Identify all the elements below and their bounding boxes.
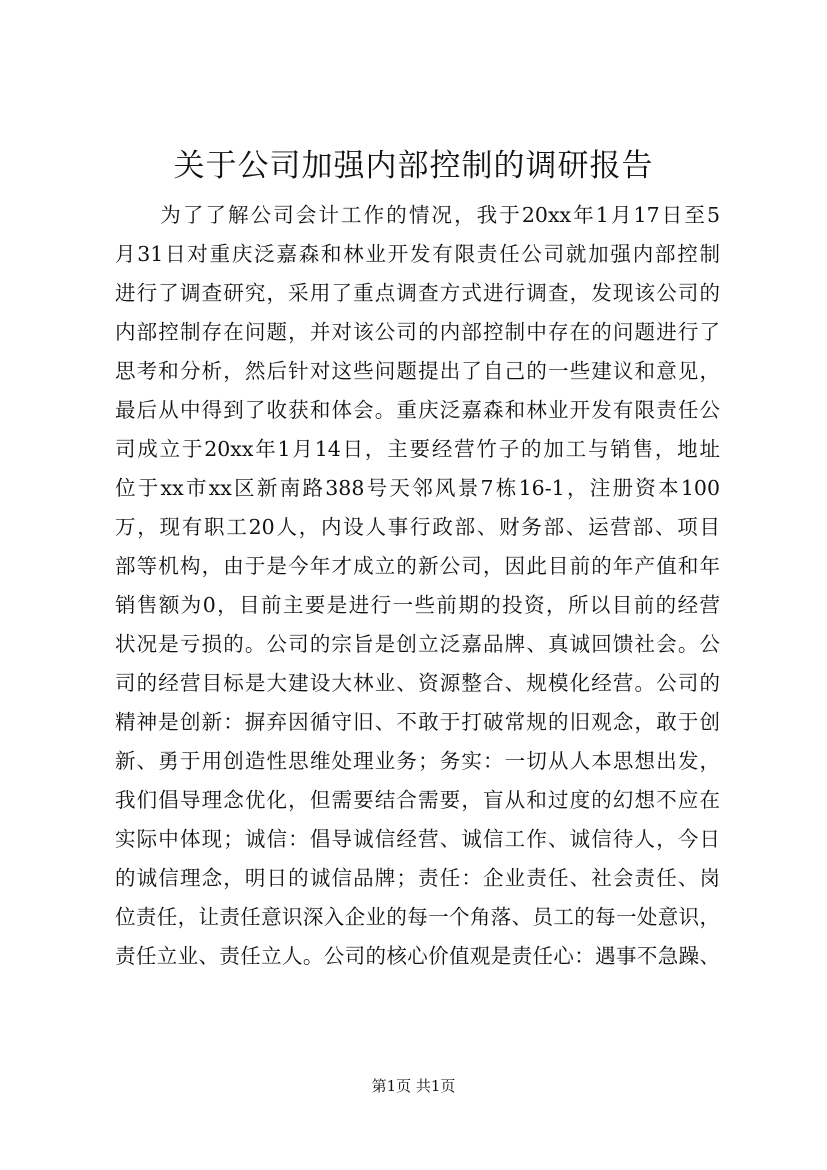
body-line: 责任立业、责任立人。公司的核心价值观是责任心：遇事不急躁、 <box>115 944 720 968</box>
body-line: 月31日对重庆泛嘉森和林业开发有限责任公司就加强内部控制 <box>115 242 720 266</box>
body-line: 部等机构，由于是今年才成立的新公司，因此目前的年产值和年 <box>115 554 720 578</box>
body-line: 司的经营目标是大建设大林业、资源整合、规模化经营。公司的 <box>115 671 720 695</box>
body-line: 进行了调查研究，采用了重点调查方式进行调查，发现该公司的 <box>115 281 720 305</box>
body-line: 实际中体现；诚信：倡导诚信经营、诚信工作、诚信待人，今日 <box>115 827 720 851</box>
body-line: 销售额为0，目前主要是进行一些前期的投资，所以目前的经营 <box>115 593 720 617</box>
body-line: 司成立于20xx年1月14日，主要经营竹子的加工与销售，地址 <box>115 437 720 461</box>
body-line: 位责任，让责任意识深入企业的每一个角落、员工的每一处意识， <box>115 905 720 929</box>
body-line: 万，现有职工20人，内设人事行政部、财务部、运营部、项目 <box>115 515 720 539</box>
body-line: 我们倡导理念优化，但需要结合需要，盲从和过度的幻想不应在 <box>115 788 720 812</box>
body-line: 新、勇于用创造性思维处理业务；务实：一切从人本思想出发， <box>115 749 720 773</box>
document-title: 关于公司加强内部控制的调研报告 <box>173 148 654 184</box>
body-line: 内部控制存在问题，并对该公司的内部控制中存在的问题进行了 <box>115 320 720 344</box>
page-number-footer: 第1页 共1页 <box>371 1077 456 1095</box>
body-line: 状况是亏损的。公司的宗旨是创立泛嘉品牌、真诚回馈社会。公 <box>115 632 720 656</box>
body-line: 最后从中得到了收获和体会。重庆泛嘉森和林业开发有限责任公 <box>115 398 720 422</box>
body-line: 位于xx市xx区新南路388号天邻风景7栋16-1，注册资本100 <box>115 476 720 500</box>
body-line: 的诚信理念，明日的诚信品牌；责任：企业责任、社会责任、岗 <box>115 866 720 890</box>
body-line: 思考和分析，然后针对这些问题提出了自己的一些建议和意见， <box>115 359 720 383</box>
body-line: 精神是创新：摒弃因循守旧、不敢于打破常规的旧观念，敢于创 <box>115 710 720 734</box>
document-body <box>115 196 720 976</box>
body-line: 为了了解公司会计工作的情况，我于20xx年1月17日至5 <box>115 203 720 227</box>
